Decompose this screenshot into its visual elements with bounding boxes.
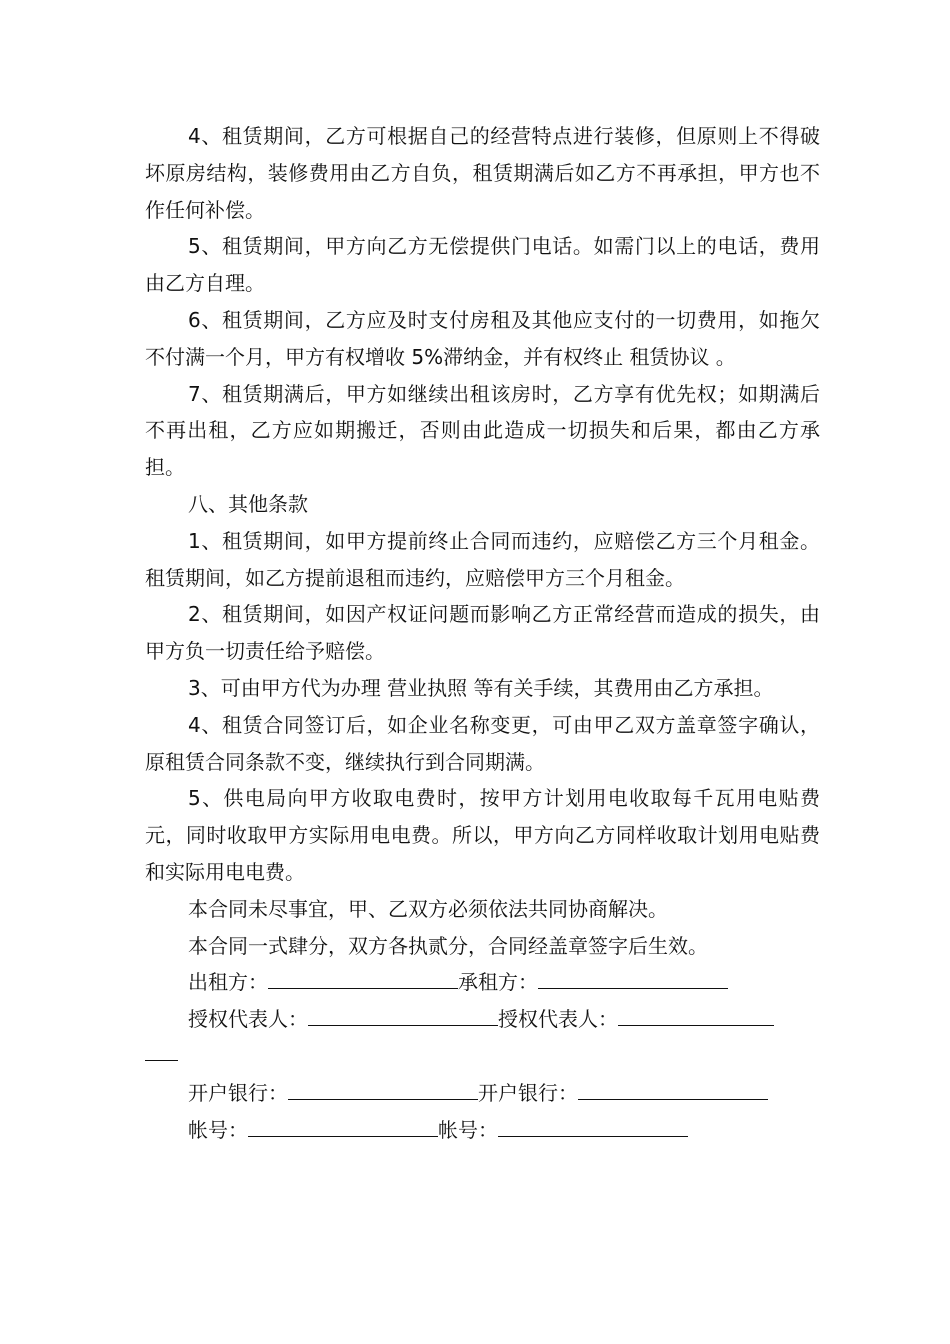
clause-8-5: 5、供电局向甲方收取电费时，按甲方计划用电收取每千瓦用电贴费元，同时收取甲方实际用电电费。所以，甲方向乙方同样收取计划用电贴费和实际用电电费。 — [145, 786, 820, 884]
account-label-lessor: 帐号： — [188, 1117, 248, 1142]
bank-label-lessor: 开户银行： — [188, 1080, 288, 1105]
bank-blank-lessor[interactable] — [288, 1077, 478, 1100]
clause-8-3: 3、可由甲方代为办理 营业执照 等有关手续，其费用由乙方承担。 — [188, 675, 774, 700]
section-8-heading: 八、其他条款 — [188, 491, 308, 516]
clause-8-2: 2、租赁期间，如因产权证问题而影响乙方正常经营而造成的损失，由甲方负一切责任给予赔偿。 — [145, 602, 820, 664]
clause-7-7: 7、租赁期满后，甲方如继续出租该房时，乙方享有优先权；如期满后不再出租，乙方应如期搬迁，否则由此造成一切损失和后果，都由乙方承担。 — [145, 381, 820, 480]
lessee-blank[interactable] — [538, 966, 728, 989]
signature-bank-row — [145, 1075, 820, 1112]
account-blank-lessee[interactable] — [498, 1114, 688, 1137]
bank-label-lessee: 开户银行： — [478, 1080, 578, 1105]
clause-7-6: 6、租赁期间，乙方应及时支付房租及其他应支付的一切费用，如拖欠不付满一个月，甲方有权增收 5%滞纳金，并有权终止 租赁协议 。 — [145, 307, 820, 369]
lessee-label: 承租方： — [458, 970, 538, 995]
signature-parties-row — [145, 964, 820, 1001]
lessor-label: 出租方： — [188, 970, 268, 995]
rep-label-lessor: 授权代表人： — [188, 1007, 308, 1032]
bank-blank-lessee[interactable] — [578, 1077, 768, 1100]
rep-blank-overflow — [145, 1038, 820, 1075]
rep-blank-lessor[interactable] — [308, 1003, 498, 1026]
clause-7-5: 5、租赁期间，甲方向乙方无偿提供门电话。如需门以上的电话，费用由乙方自理。 — [145, 234, 820, 296]
signature-rep-row — [145, 1001, 820, 1038]
signature-account-row — [145, 1112, 820, 1149]
contract-body — [145, 118, 820, 1148]
clause-8-4: 4、租赁合同签订后，如企业名称变更，可由甲乙双方盖章签字确认，原租赁合同条款不变，继续执行到合同期满。 — [145, 712, 820, 774]
rep-blank-overflow-stub — [145, 1060, 178, 1061]
rep-blank-lessee[interactable] — [618, 1003, 774, 1026]
clause-7-4: 4、租赁期间，乙方可根据自己的经营特点进行装修，但原则上不得破坏原房结构，装修费用由乙方自负，租赁期满后如乙方不再承担，甲方也不作任何补偿。 — [145, 124, 820, 222]
rep-label-lessee: 授权代表人： — [498, 1007, 618, 1032]
closing-line-1: 本合同未尽事宜，甲、乙双方必须依法共同协商解决。 — [188, 896, 668, 921]
account-label-lessee: 帐号： — [438, 1117, 498, 1142]
account-blank-lessor[interactable] — [248, 1114, 438, 1137]
clause-8-1: 1、租赁期间，如甲方提前终止合同而违约，应赔偿乙方三个月租金。租赁期间，如乙方提前退租而违约，应赔偿甲方三个月租金。 — [145, 528, 820, 590]
closing-line-2: 本合同一式肆分，双方各执贰分，合同经盖章签字后生效。 — [188, 933, 708, 958]
lessor-blank[interactable] — [268, 966, 458, 989]
